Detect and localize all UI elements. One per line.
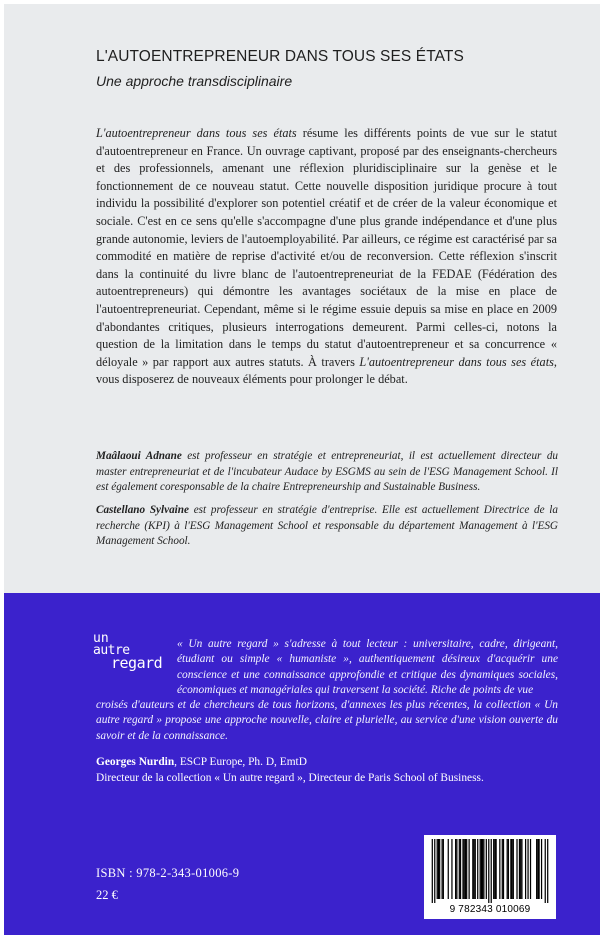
author-bio-text-2: est professeur en stratégie d'entreprise. Elle est actuellement Directrice de la recherche (KPI) à l'ESG Management School et responsable du département Management à l'ESG Management School.	[96, 504, 558, 548]
barcode-bar	[513, 839, 514, 899]
barcode-bar	[545, 839, 546, 903]
barcode-bar	[502, 839, 503, 899]
barcode-bar	[511, 839, 512, 899]
barcode-bar	[451, 839, 452, 899]
book-subtitle: Une approche transdisciplinaire	[96, 73, 293, 89]
barcode-bar	[493, 839, 494, 899]
logo-line-2: autre	[93, 643, 130, 658]
barcode-bar	[539, 839, 540, 899]
isbn: ISBN : 978-2-343-01006-9	[96, 866, 240, 880]
logo-line-3: regard	[111, 654, 163, 672]
barcode-bar	[499, 839, 500, 899]
collection-logo	[93, 633, 163, 685]
barcode-bar	[455, 839, 456, 899]
barcode-bars	[428, 839, 552, 903]
barcode-bar	[507, 839, 508, 899]
barcode-bar	[464, 839, 465, 899]
barcode-bar	[488, 839, 489, 903]
barcode-bar	[465, 839, 466, 899]
barcode-bar	[519, 839, 520, 899]
barcode-bar	[530, 839, 531, 899]
barcode-bar	[496, 839, 497, 899]
barcode-bar	[481, 839, 482, 899]
barcode-bar	[456, 839, 457, 899]
collection-director	[96, 756, 307, 768]
summary-book-title: L'autoentrepreneur dans tous ses états	[96, 126, 297, 140]
barcode-bar	[494, 839, 495, 899]
barcode-bar	[480, 839, 481, 899]
book-summary	[96, 125, 557, 389]
barcode-bar	[486, 839, 487, 899]
collection-description-2: croisés d'auteurs et de chercheurs de tous horizons, d'annexes les plus récentes, la collection « Un autre regard » propose une approche nouvelle, claire et plurielle, au service d'une vision ouverte du savoir et de la connaissance.	[96, 699, 558, 742]
barcode	[424, 835, 556, 919]
barcode-bar	[508, 839, 509, 899]
barcode-bar	[434, 839, 435, 903]
barcode-bar	[473, 839, 474, 899]
barcode-bar	[520, 839, 521, 899]
barcode-bar	[472, 839, 473, 899]
barcode-bar	[527, 839, 528, 899]
director-credentials: , ESCP Europe, Ph. D, EmtD	[174, 756, 307, 768]
barcode-bar	[483, 839, 484, 899]
barcode-bar	[462, 839, 463, 899]
barcode-bar	[503, 839, 504, 899]
barcode-bar	[460, 839, 461, 899]
barcode-bar	[547, 839, 548, 903]
summary-text-part2: , vous disposerez de nouveaux éléments pour prolonger le débat.	[96, 354, 557, 387]
logo-line-1: un	[93, 631, 109, 646]
director-role: Directeur de la collection « Un autre regard », Directeur de Paris School of Business.	[96, 772, 484, 784]
barcode-bar	[443, 839, 444, 899]
barcode-bar	[439, 839, 440, 899]
barcode-bar	[432, 839, 433, 903]
barcode-bar	[491, 839, 492, 903]
barcode-bar	[469, 839, 470, 899]
barcode-bar	[537, 839, 538, 899]
barcode-bar	[442, 839, 443, 899]
price: 22 €	[96, 888, 118, 902]
author-bio-text-1: est professeur en stratégie et entrepreneuriat, il est actuellement directeur du master entrepreneuriat et de l'incubateur Audace by ESGMS au sein de l'ESG Management School. Il est également coresponsable de la chaire Entrepreneurship and Sustainable Business.	[96, 450, 559, 494]
director-name: Georges Nurdin	[96, 756, 175, 768]
book-title: L'AUTOENTREPRENEUR DANS TOUS SES ÉTATS	[96, 48, 464, 65]
author-bio-1	[96, 449, 558, 496]
summary-text-part1: résume les différents points de vue sur le statut d'autoentrepreneur en France. Un ouvrage captivant, proposé par des enseignants-chercheurs et des professionnels, amenant une réflexion pluridisciplinaire sur la genèse et le fonctionnement de ce nouveau statut. Cette nouvelle disposition juridique procure à tout individu la possibilité d'explorer son potentiel créatif et de créer de la valeur économique et sociale. C'est en ce sens qu'elle s'accompagne d'une plus grande indépendance et d'une plus grande autonomie, leviers de l'autoemployabilité. Par ailleurs, ce régime est caractérisé par sa commodité en matière de reprise d'activité et/ou de reconversion. Cette réflexion s'inscrit dans la continuité du livre blanc de l'autoentrepreneuriat de la FEDAE (Fédération des autoentrepreneurs) qui démontre les avantages sociétaux de la mise en place de l'autoentrepreneuriat. Cependant, même si le régime essuie depuis sa mise en place en 2009 d'abondantes critiques, plusieurs interrogations demeurent. Parmi celles-ci, notons la question de la limitation dans le temps du statut d'autoentrepreneur et sa concurrence « déloyale » par rapport aux autres statuts. À travers	[96, 126, 557, 369]
barcode-bar	[525, 839, 526, 899]
barcode-bar	[516, 839, 517, 899]
barcode-digits: 9 782343 010069	[449, 904, 531, 915]
barcode-bar	[466, 839, 467, 899]
barcode-bar	[475, 839, 476, 899]
author-name-1: Maâlaoui Adnane	[96, 450, 182, 462]
barcode-bar	[438, 839, 439, 899]
barcode-bar	[521, 839, 522, 899]
barcode-bar	[541, 839, 542, 899]
barcode-bar	[477, 839, 478, 899]
barcode-bar	[448, 839, 449, 899]
barcode-bar	[536, 839, 537, 899]
author-bio-2	[96, 503, 558, 550]
author-name-2: Castellano Sylvaine	[96, 504, 189, 516]
barcode-bar	[482, 839, 483, 899]
barcode-bar	[510, 839, 511, 899]
barcode-bar	[437, 839, 438, 899]
collection-description-1: « Un autre regard » s'adresse à tout lecteur : universitaire, cadre, dirigeant, étudiant ou simple « humaniste », authentiquement désireux d'acquérir une conscience et une connaissance approfondie et critique des dynamiques sociales, économiques et managériales qui traversent la société. Riche de points de vue	[177, 638, 558, 696]
summary-book-title-2: L'autoentrepreneur dans tous ses états	[359, 354, 554, 369]
barcode-bar	[459, 839, 460, 899]
